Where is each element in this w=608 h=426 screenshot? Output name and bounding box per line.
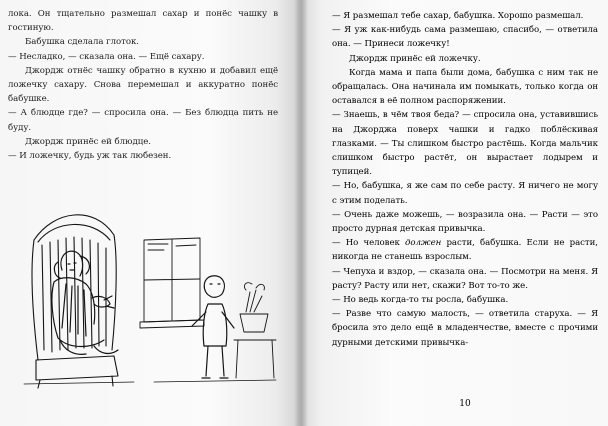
emphasis-word: должен	[404, 238, 442, 249]
right-paragraph-5: — Знаешь, в чём твоя беда? — спросила она, уставившись на Джорджа поверх чашки и гадко поблёскивая глазками. — Ты слишком быстро растёшь. Когда мальчик слишком быстро растёт, он вырастает лодырем и тупицей.	[332, 110, 598, 178]
right-paragraph-9: — Чепуха и вздор, — сказала она. — Посмотри на меня. Я расту? Расту или нет, скажи? Вот то-то же.	[332, 266, 598, 291]
left-paragraph-4: Джордж отнёс чашку обратно в кухню и добавил ещё ложечку сахару. Снова перемешал и аккуратно понёс бабушке.	[8, 65, 278, 105]
left-paragraph-3: — Несладко, — сказала она. — Ещё сахару.	[8, 51, 205, 62]
right-paragraph-6: — Но, бабушка, я же сам по себе расту. Я ничего не могу с этим поделать.	[332, 181, 598, 206]
left-paragraph-7: — И ложечку, будь уж так любезен.	[8, 151, 172, 162]
right-paragraph-8	[332, 236, 598, 264]
right-paragraph-3: Джордж принёс ей ложечку.	[349, 53, 481, 64]
window-drawing	[140, 238, 204, 328]
right-paragraph-4: Когда мама и папа были дома, бабушка с ним так не обращалась. Она начинала им помыкать, только когда он оставался в её полном распоряжении.	[332, 67, 598, 107]
plant-drawing	[234, 283, 276, 378]
grandma-figure	[52, 251, 118, 354]
left-page	[0, 0, 300, 426]
right-paragraph-2: — Я уж как-нибудь сама размешаю, спасибо, — ответила она. — Принеси ложечку!	[332, 25, 598, 50]
george-figure	[192, 276, 234, 378]
right-paragraph-8-end: расти, бабушка. Если не расти, никогда не станешь взрослым.	[332, 238, 598, 263]
floor-lines	[24, 380, 276, 384]
left-page-text	[8, 7, 278, 163]
right-paragraph-7: — Очень даже можешь, — возразила она. — Расти — это просто дурная детская привычка.	[332, 209, 598, 235]
illustration-grandma-george	[14, 200, 284, 390]
right-paragraph-11: — Разве что самую малость, — ответила старуха. — Я бросила это дело ещё в младенчестве, вместе с прочими дурными детскими привычка-	[332, 309, 598, 348]
left-paragraph-1: лока. Он тщательно размешал сахар и понёс чашку в гостиную.	[8, 9, 278, 34]
left-paragraph-5: — А блюдце где? — спросила она. — Без блюдца пить не буду.	[8, 108, 278, 133]
left-paragraph-2: Бабушка сделала глоток.	[25, 37, 139, 48]
ink-drawing	[14, 200, 284, 390]
left-paragraph-6: Джордж принёс ей блюдце.	[25, 136, 151, 147]
right-paragraph-10: — Но ведь когда-то ты росла, бабушка.	[332, 295, 509, 306]
armchair-drawing	[32, 215, 118, 388]
right-paragraph-1: — Я размешал тебе сахар, бабушка. Хорошо размешал.	[332, 11, 584, 21]
right-paragraph-8-start: — Но человек	[332, 238, 405, 249]
right-page-text	[332, 9, 598, 350]
book-gutter	[294, 0, 308, 426]
page-number: 10	[459, 399, 471, 409]
